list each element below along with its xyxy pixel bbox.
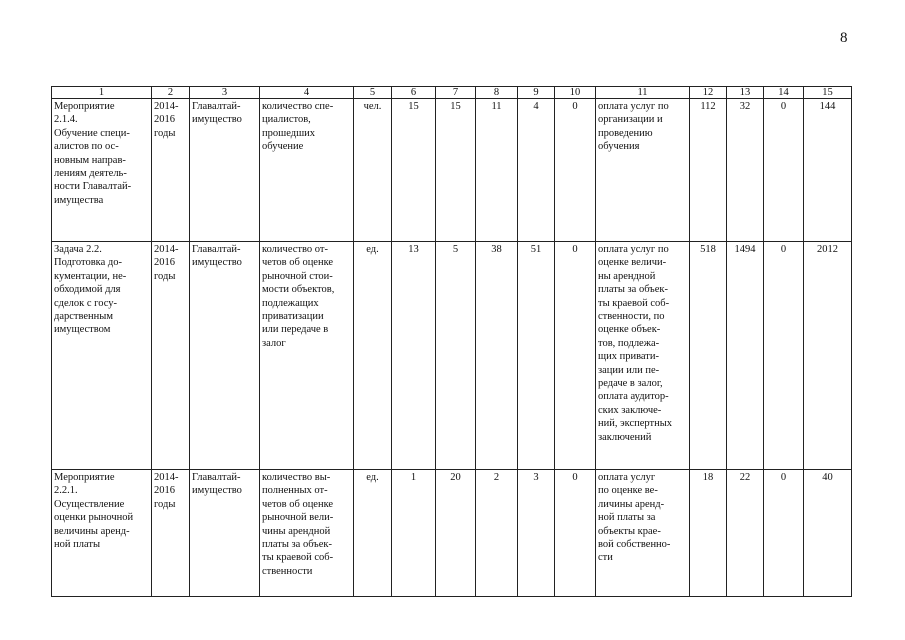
value-cell: 15 — [392, 99, 436, 242]
column-header: 13 — [727, 87, 764, 99]
total-cell: 144 — [804, 99, 852, 242]
value-cell: 0 — [555, 470, 596, 597]
value-cell: 51 — [518, 242, 555, 470]
table-row — [52, 470, 852, 597]
column-header: 12 — [690, 87, 727, 99]
value-cell: 2 — [476, 470, 518, 597]
column-header: 8 — [476, 87, 518, 99]
unit-cell: чел. — [354, 99, 392, 242]
column-header: 6 — [392, 87, 436, 99]
program-table — [51, 86, 852, 597]
column-header: 2 — [152, 87, 190, 99]
column-header: 9 — [518, 87, 555, 99]
column-header: 7 — [436, 87, 476, 99]
amount-cell: 18 — [690, 470, 727, 597]
expense-description-cell: оплата услуг по организации и проведению обучения — [596, 99, 690, 242]
executor-cell: Главалтай- имущество — [190, 242, 260, 470]
value-cell: 0 — [555, 242, 596, 470]
column-header: 3 — [190, 87, 260, 99]
value-cell: 11 — [476, 99, 518, 242]
amount-cell: 0 — [764, 242, 804, 470]
activity-name: Мероприятие 2.1.4. Обучение специ- алистов по ос- новным направ- лениям деятель- ности Главалтай- имущества — [52, 99, 152, 242]
value-cell: 0 — [555, 99, 596, 242]
total-cell: 2012 — [804, 242, 852, 470]
column-header: 15 — [804, 87, 852, 99]
amount-cell: 22 — [727, 470, 764, 597]
period-cell: 2014- 2016 годы — [152, 242, 190, 470]
total-cell: 40 — [804, 470, 852, 597]
period-cell: 2014- 2016 годы — [152, 99, 190, 242]
value-cell: 20 — [436, 470, 476, 597]
column-header: 10 — [555, 87, 596, 99]
indicator-cell: количество от- четов об оценке рыночной стои- мости объектов, подлежащих приватизации или передаче в залог — [260, 242, 354, 470]
expense-description-cell: оплата услуг по оценке величи- ны арендной платы за объек- ты краевой соб- ственности, по оценке объек- тов, подлежа- щих привати- зации или пе- редаче в залог, оплата аудитор- ских заключе- ний, экспертных заключений — [596, 242, 690, 470]
amount-cell: 0 — [764, 99, 804, 242]
amount-cell: 0 — [764, 470, 804, 597]
column-header: 11 — [596, 87, 690, 99]
amount-cell: 112 — [690, 99, 727, 242]
period-cell: 2014- 2016 годы — [152, 470, 190, 597]
activity-name: Задача 2.2. Подготовка до- кументации, не- обходимой для сделок с госу- дарственным имуществом — [52, 242, 152, 470]
amount-cell: 1494 — [727, 242, 764, 470]
column-header: 4 — [260, 87, 354, 99]
value-cell: 3 — [518, 470, 555, 597]
column-header: 14 — [764, 87, 804, 99]
executor-cell: Главалтай- имущество — [190, 470, 260, 597]
table-row — [52, 242, 852, 470]
indicator-cell: количество спе- циалистов, прошедших обучение — [260, 99, 354, 242]
executor-cell: Главалтай- имущество — [190, 99, 260, 242]
value-cell: 1 — [392, 470, 436, 597]
value-cell: 5 — [436, 242, 476, 470]
expense-description-cell: оплата услуг по оценке ве- личины аренд- ной платы за объекты крае- вой собственно- сти — [596, 470, 690, 597]
table-row — [52, 99, 852, 242]
column-header: 1 — [52, 87, 152, 99]
activity-name: Мероприятие 2.2.1. Осуществление оценки рыночной величины аренд- ной платы — [52, 470, 152, 597]
column-header: 5 — [354, 87, 392, 99]
value-cell: 38 — [476, 242, 518, 470]
value-cell: 4 — [518, 99, 555, 242]
unit-cell: ед. — [354, 242, 392, 470]
amount-cell: 32 — [727, 99, 764, 242]
page-number: 8 — [840, 30, 848, 46]
value-cell: 13 — [392, 242, 436, 470]
indicator-cell: количество вы- полненных от- четов об оценке рыночной вели- чины арендной платы за объек- ты краевой соб- ственности — [260, 470, 354, 597]
header-row — [52, 87, 852, 99]
amount-cell: 518 — [690, 242, 727, 470]
unit-cell: ед. — [354, 470, 392, 597]
value-cell: 15 — [436, 99, 476, 242]
